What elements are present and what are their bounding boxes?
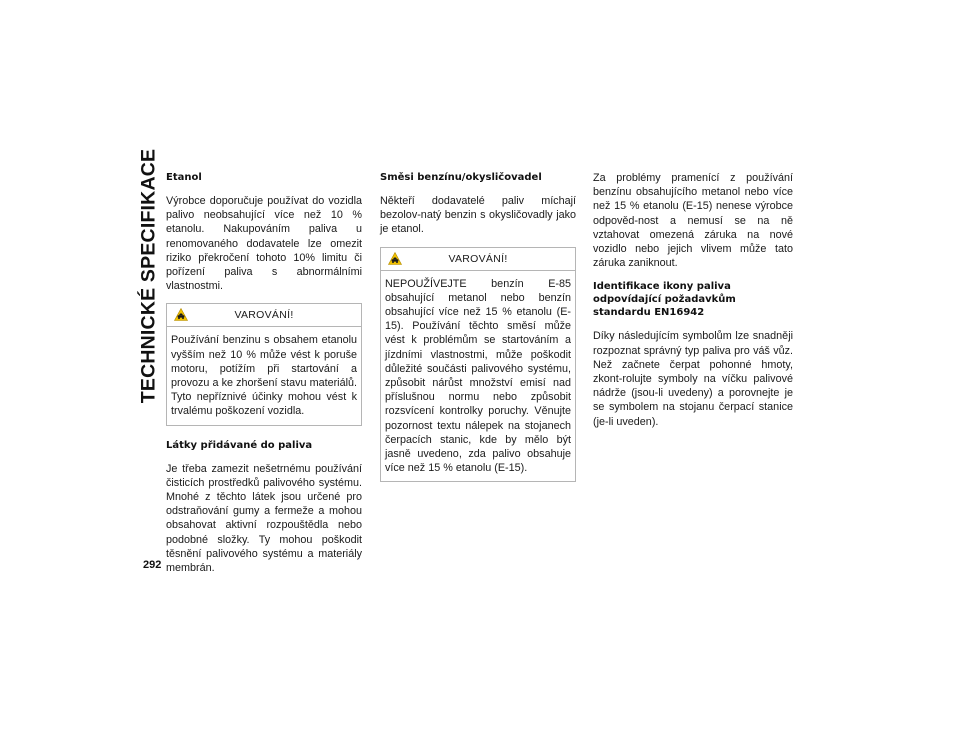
paragraph-additives: Je třeba zamezit nešetrnému používání čisticích prostředků palivového systému. Mnohé z těchto látek jsou určené pro odstraňování gumy a fermeže a mohou obsahovat aktivní rozpouštědla nebo podobné složky. Ty mohou poškodit těsnění palivového systému a materiály membrán. bbox=[166, 462, 362, 575]
paragraph-blends: Někteří dodavatelé paliv míchají bezolov-natý benzin s okysličovadly jako je etanol. bbox=[380, 195, 576, 236]
heading-additives: Látky přidávané do paliva bbox=[166, 439, 313, 451]
warning-title: VAROVÁNÍ! bbox=[234, 309, 294, 322]
warning-header bbox=[167, 304, 361, 327]
paragraph-identification: Díky následujícím symbolům lze snadněji rozpoznat správný typ paliva pro váš vůz. Než začnete čerpat pohonné hmoty, zkont-rolujte symboly na víčku palivové nádrže (jsou-li uvedeny) a porovnejte je se symbolem na stojanu čerpací stanice (je-li uveden). bbox=[593, 330, 793, 428]
heading-ethanol: Etanol bbox=[166, 172, 202, 183]
warning-title: VAROVÁNÍ! bbox=[448, 252, 508, 265]
chapter-side-title-text: TECHNICKÉ SPECIFIKACE bbox=[137, 148, 160, 404]
heading-blends: Směsi benzínu/okysličovadel bbox=[380, 172, 542, 183]
warning-icon bbox=[388, 252, 402, 265]
warning-header bbox=[381, 248, 575, 271]
column-1 bbox=[166, 171, 362, 585]
heading-identification: Identifikace ikony paliva odpovídající požadavkům standardu EN16942 bbox=[593, 281, 736, 319]
column-3 bbox=[593, 171, 793, 439]
column-2 bbox=[380, 171, 576, 495]
warning-box-blends bbox=[380, 247, 576, 483]
paragraph-problems: Za problémy pramenící z používání benzínu obsahujícího metanol nebo více než 15 % etanolu (E-15) nenese výrobce odpověd-nost a nemusí se na ně vztahovat omezená záruka na nové vozidlo nebo jejich vlivem může tato záruka zaniknout. bbox=[593, 172, 793, 270]
paragraph-ethanol: Výrobce doporučuje používat do vozidla palivo neobsahující více než 10 % etanolu. Nakupováním paliva u renomovaného dodavatele lze omezit riziko překročení tohoto 10% limitu či pořízení paliva s abnormálními vlastnostmi. bbox=[166, 195, 362, 293]
chapter-side-title bbox=[137, 148, 161, 404]
warning-box-ethanol bbox=[166, 303, 362, 425]
warning-text: NEPOUŽÍVEJTE benzín E-85 obsahující metanol nebo benzín obsahující více než 15 % etanolu (E-15). Používání těchto směsí může vést k problémům se startováním a jízdními vlastnostmi, může poškodit důležité součásti palivového systému, způsobit nárůst množství emisí nad příslušnou normu nebo způsobit rozsvícení kontrolky poruchy. Věnujte pozornost textu nálepek na stojanech čerpacích stanic, kde by mělo být jasně uvedeno, zda palivo obsahuje více než 15 % etanolu (E-15). bbox=[385, 277, 571, 475]
warning-icon bbox=[174, 308, 188, 321]
warning-text: Používání benzinu s obsahem etanolu vyšším než 10 % může vést k poruše motoru, potížím při startování a provozu a ke zhoršení stavu materiálů. Tyto nepříznivé účinky mohou vést k trvalému poškození vozidla. bbox=[171, 334, 357, 418]
page-number: 292 bbox=[143, 559, 162, 571]
